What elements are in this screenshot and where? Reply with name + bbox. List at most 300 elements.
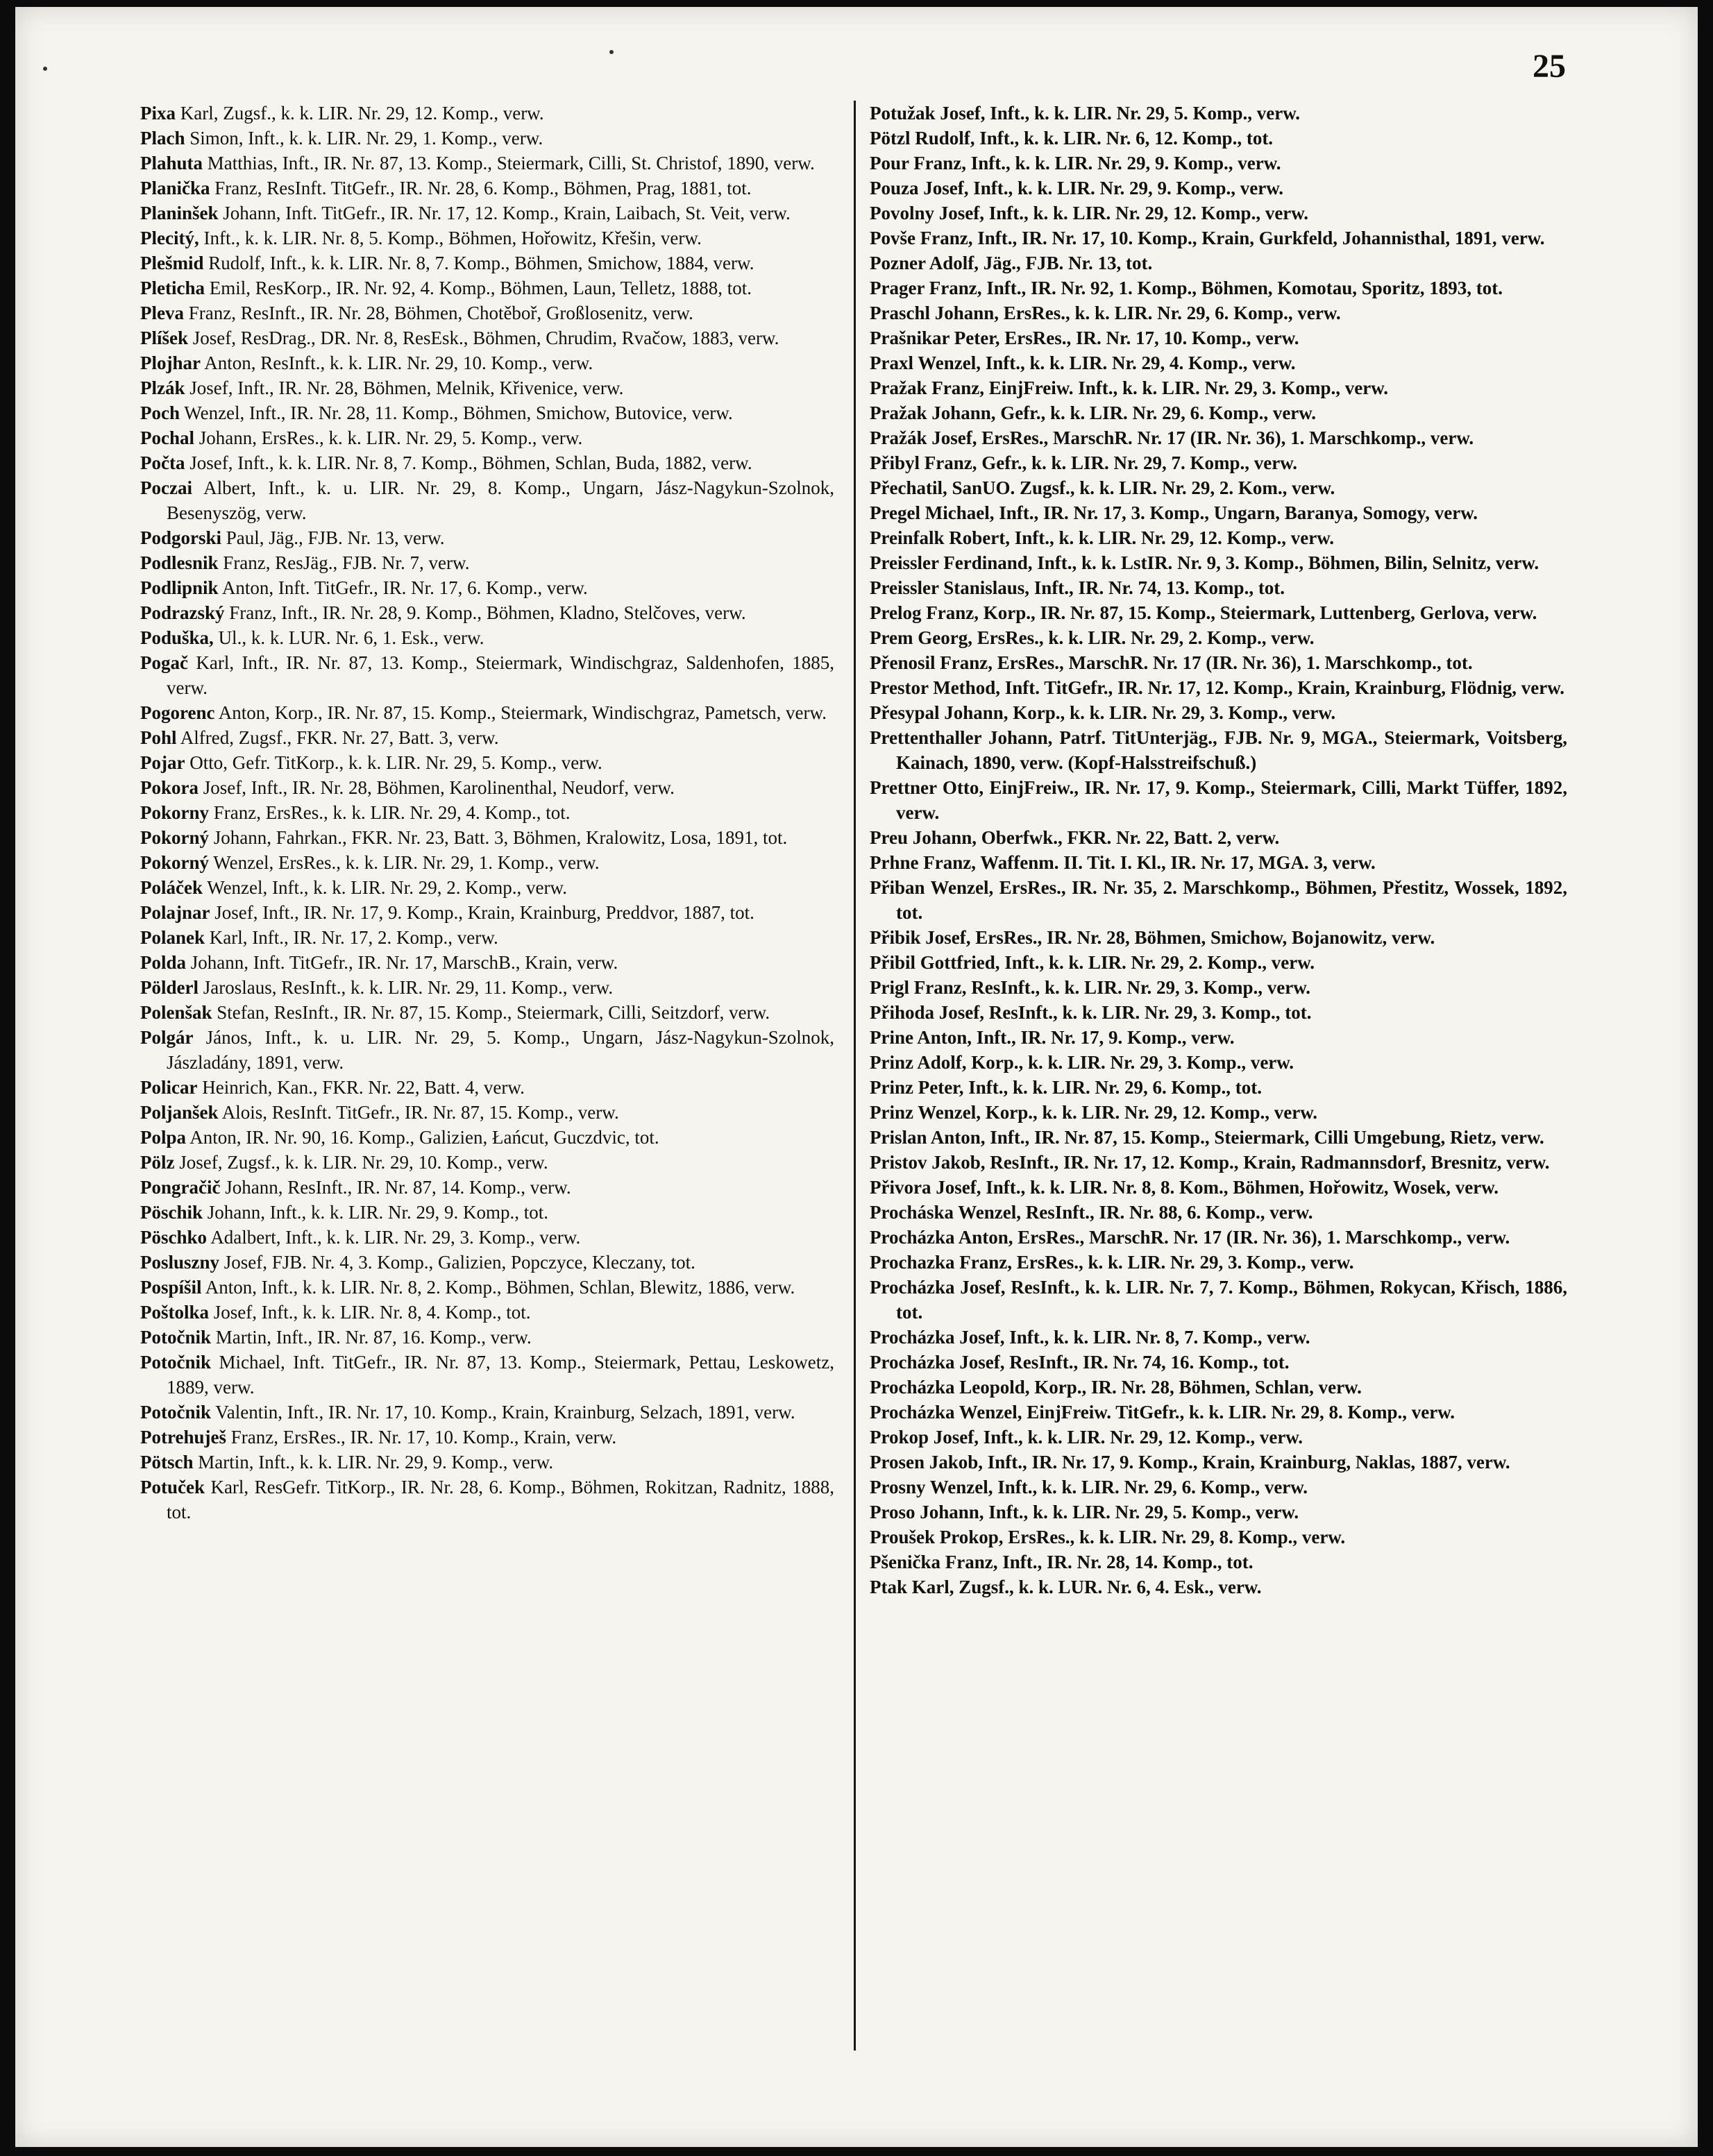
entry-details: Georg, ErsRes., k. k. LIR. Nr. 29, 2. Komp., verw. xyxy=(913,627,1315,648)
entry-surname: Poduška, xyxy=(140,627,214,648)
entry-surname: Pražák xyxy=(870,427,927,448)
entry-details: Franz, Inft., IR. Nr. 28, 9. Komp., Böhmen, Kladno, Stelčoves, verw. xyxy=(224,602,746,623)
entry-details: Ferdinand, Inft., k. k. LstIR. Nr. 9, 3. Komp., Böhmen, Bilin, Selnitz, verw. xyxy=(938,552,1539,573)
list-item xyxy=(870,325,1567,350)
list-item xyxy=(140,750,834,775)
entry-details: Anton, IR. Nr. 90, 16. Komp., Galizien, Łańcut, Guczdvic, tot. xyxy=(186,1127,659,1148)
list-item xyxy=(140,525,834,550)
entry-details: Franz, Gefr., k. k. LIR. Nr. 29, 7. Komp., verw. xyxy=(920,452,1297,473)
list-item xyxy=(140,850,834,875)
entry-surname: Preinfalk xyxy=(870,527,945,548)
entry-details: Ul., k. k. LUR. Nr. 6, 1. Esk., verw. xyxy=(213,627,484,648)
entry-details: Wenzel, Inft., k. k. LIR. Nr. 29, 6. Komp., verw. xyxy=(925,1477,1308,1497)
entry-surname: Prosen xyxy=(870,1452,925,1472)
entry-details: Franz, ResInft. TitGefr., IR. Nr. 28, 6. Komp., Böhmen, Prag, 1881, tot. xyxy=(210,178,752,198)
entry-details: Karl, Zugsf., k. k. LIR. Nr. 29, 12. Komp., verw. xyxy=(176,103,544,124)
entry-details: János, Inft., k. u. LIR. Nr. 29, 5. Komp., Ungarn, Jász-Nagykun-Szolnok, Jászladány, 1891, verw. xyxy=(167,1027,834,1073)
list-item xyxy=(870,375,1567,400)
entry-surname: Pokorny xyxy=(140,802,210,823)
list-item xyxy=(870,875,1567,925)
entry-details: Alois, ResInft. TitGefr., IR. Nr. 87, 15. Komp., verw. xyxy=(218,1102,619,1123)
entry-surname: Pražak xyxy=(870,402,927,423)
entry-details: Anton, Inft., k. k. LIR. Nr. 8, 2. Komp., Böhmen, Schlan, Blewitz, 1886, verw. xyxy=(201,1277,795,1298)
entry-surname: Polda xyxy=(140,952,187,973)
list-item xyxy=(140,101,834,126)
entry-surname: Pochal xyxy=(140,427,194,448)
entry-surname: Prestor xyxy=(870,677,929,698)
left-column xyxy=(140,101,834,1525)
entry-surname: Pixa xyxy=(140,103,176,124)
entry-details: Franz, ResInft., k. k. LIR. Nr. 29, 3. Komp., verw. xyxy=(909,977,1310,998)
entry-surname: Pour xyxy=(870,153,909,173)
entry-details: Johann, Inft., k. k. LIR. Nr. 29, 9. Komp., tot. xyxy=(203,1202,549,1223)
entry-details: Josef, Inft., k. k. LIR. Nr. 29, 5. Komp., verw. xyxy=(935,103,1301,124)
list-item xyxy=(870,1375,1567,1400)
entry-surname: Polenšak xyxy=(140,1002,212,1023)
page-number: 25 xyxy=(1533,48,1566,85)
entry-details: Josef, Zugsf., k. k. LIR. Nr. 29, 10. Komp., verw. xyxy=(174,1152,548,1173)
list-item xyxy=(140,775,834,800)
entry-details: Josef, Inft., k. k. LIR. Nr. 8, 4. Komp., tot. xyxy=(209,1302,531,1323)
entry-surname: Prettner xyxy=(870,777,937,798)
entry-surname: Přesypal xyxy=(870,702,940,723)
entry-surname: Prettenthaller xyxy=(870,727,981,748)
entry-surname: Pokorný xyxy=(140,827,210,848)
entry-surname: Polgár xyxy=(140,1027,194,1048)
entry-surname: Prhne xyxy=(870,852,919,873)
list-item xyxy=(140,925,834,950)
list-item xyxy=(870,525,1567,550)
entry-surname: Poláček xyxy=(140,877,203,898)
entry-surname: Plahuta xyxy=(140,153,203,173)
entry-details: Jakob, ResInft., IR. Nr. 17, 12. Komp., Krain, Radmannsdorf, Bresnitz, verw. xyxy=(927,1152,1550,1173)
entry-details: Emil, ResKorp., IR. Nr. 92, 4. Komp., Böhmen, Laun, Telletz, 1888, tot. xyxy=(204,278,752,298)
entry-details: Wenzel, ResInft., IR. Nr. 88, 6. Komp., verw. xyxy=(954,1202,1313,1223)
entry-details: Wenzel, ErsRes., k. k. LIR. Nr. 29, 1. Komp., verw. xyxy=(209,852,600,873)
entry-surname: Pojar xyxy=(140,752,185,773)
entry-surname: Pölz xyxy=(140,1152,175,1173)
entry-surname: Procházka xyxy=(870,1377,955,1398)
list-item xyxy=(870,1175,1567,1200)
entry-details: Josef, ResInft., k. k. LIR. Nr. 7, 7. Komp., Böhmen, Rokycan, Křisch, 1886, tot. xyxy=(896,1277,1567,1323)
list-item xyxy=(140,1400,834,1425)
list-item xyxy=(870,700,1567,725)
list-item xyxy=(870,151,1567,176)
list-item xyxy=(140,1325,834,1350)
entry-surname: Pšenička xyxy=(870,1552,941,1572)
entry-details: Josef, Inft., k. k. LIR. Nr. 29, 12. Komp., verw. xyxy=(929,1427,1303,1448)
entry-surname: Pokorný xyxy=(140,852,210,873)
entry-details: Wenzel, Inft., k. k. LIR. Nr. 29, 2. Komp., verw. xyxy=(202,877,567,898)
list-item xyxy=(140,900,834,925)
entry-details: Anton, Inft., IR. Nr. 17, 9. Komp., verw. xyxy=(913,1027,1235,1048)
entry-surname: Procházka xyxy=(870,1227,955,1248)
list-item xyxy=(870,825,1567,850)
entry-surname: Procházka xyxy=(870,1352,955,1373)
entry-details: Johann, Inft., k. k. LIR. Nr. 29, 5. Komp., verw. xyxy=(915,1502,1299,1522)
entry-details: Michael, Inft. TitGefr., IR. Nr. 87, 13. Komp., Steiermark, Pettau, Leskowetz, 1889, verw. xyxy=(167,1352,834,1398)
entry-surname: Prochazka xyxy=(870,1252,955,1273)
list-item xyxy=(140,1100,834,1125)
entry-details: Wenzel, Korp., k. k. LIR. Nr. 29, 12. Komp., verw. xyxy=(913,1102,1318,1123)
entry-details: Josef, ResDrag., DR. Nr. 8, ResEsk., Böhmen, Chrudim, Rvačow, 1883, verw. xyxy=(188,328,779,348)
list-item xyxy=(140,1150,834,1175)
ink-speck xyxy=(609,50,614,54)
entry-details: Paul, Jäg., FJB. Nr. 13, verw. xyxy=(221,527,445,548)
entry-surname: Plojhar xyxy=(140,353,201,373)
list-item xyxy=(140,475,834,525)
entry-surname: Přenosil xyxy=(870,652,936,673)
list-item xyxy=(140,1425,834,1450)
list-item xyxy=(870,1450,1567,1475)
list-item xyxy=(140,1125,834,1150)
entry-surname: Podgorski xyxy=(140,527,222,548)
entry-details: Johann, ResInft., IR. Nr. 87, 14. Komp., verw. xyxy=(220,1177,571,1198)
list-item xyxy=(140,375,834,400)
entry-details: Wenzel, Inft., IR. Nr. 28, 11. Komp., Böhmen, Smichow, Butovice, verw. xyxy=(180,402,733,423)
entry-details: Franz, Inft., IR. Nr. 92, 1. Komp., Böhmen, Komotau, Sporitz, 1893, tot. xyxy=(924,278,1503,298)
entry-surname: Podlipnik xyxy=(140,577,219,598)
list-item xyxy=(140,251,834,275)
entry-details: Michael, Inft., IR. Nr. 17, 3. Komp., Ungarn, Baranya, Somogy, verw. xyxy=(920,502,1478,523)
entry-surname: Prinz xyxy=(870,1102,913,1123)
list-item xyxy=(870,251,1567,275)
list-item xyxy=(870,475,1567,500)
entry-details: Karl, Inft., IR. Nr. 87, 13. Komp., Steiermark, Windischgraz, Saldenhofen, 1885, verw. xyxy=(167,652,834,698)
list-item xyxy=(140,1025,834,1075)
list-item xyxy=(140,1475,834,1525)
list-item xyxy=(870,226,1567,251)
entry-details: Rudolf, Inft., k. k. LIR. Nr. 8, 7. Komp., Böhmen, Smichow, 1884, verw. xyxy=(203,253,754,273)
entry-surname: Podlesnik xyxy=(140,552,219,573)
entry-details: Franz, ErsRes., k. k. LIR. Nr. 29, 3. Komp., verw. xyxy=(954,1252,1354,1273)
right-column xyxy=(854,101,1567,2051)
list-item xyxy=(140,425,834,450)
list-item xyxy=(140,1075,834,1100)
entry-details: Anton, ErsRes., MarschR. Nr. 17 (IR. Nr. 36), 1. Marschkomp., verw. xyxy=(954,1227,1510,1248)
list-item xyxy=(870,1475,1567,1500)
list-item xyxy=(870,1500,1567,1525)
entry-surname: Poštolka xyxy=(140,1302,210,1323)
list-item xyxy=(870,450,1567,475)
list-item xyxy=(870,1400,1567,1425)
list-item xyxy=(870,1550,1567,1574)
list-item xyxy=(140,1200,834,1225)
entry-surname: Prosny xyxy=(870,1477,926,1497)
entry-surname: Polpa xyxy=(140,1127,187,1148)
entry-details: Josef, Inft., k. k. LIR. Nr. 8, 7. Komp., Böhmen, Schlan, Buda, 1882, verw. xyxy=(185,452,752,473)
list-item xyxy=(870,575,1567,600)
entry-surname: Přivora xyxy=(870,1177,931,1198)
list-item xyxy=(140,126,834,151)
entry-details: Josef, Inft., IR. Nr. 28, Böhmen, Karolinenthal, Neudorf, verw. xyxy=(199,777,675,798)
list-item xyxy=(870,1025,1567,1050)
entry-details: Josef, Inft., k. k. LIR. Nr. 29, 9. Komp., verw. xyxy=(918,178,1284,198)
entry-surname: Ptak xyxy=(870,1577,907,1597)
list-item xyxy=(140,1350,834,1400)
list-item xyxy=(140,600,834,625)
list-item xyxy=(140,950,834,975)
entry-surname: Pleticha xyxy=(140,278,205,298)
entry-details: Peter, Inft., k. k. LIR. Nr. 29, 6. Komp., tot. xyxy=(913,1077,1262,1098)
entry-surname: Procházka xyxy=(870,1277,955,1298)
list-item xyxy=(870,775,1567,825)
entry-surname: Polajnar xyxy=(140,902,210,923)
list-item xyxy=(870,1574,1567,1599)
entry-surname: Prine xyxy=(870,1027,913,1048)
entry-details: Peter, ErsRes., IR. Nr. 17, 10. Komp., verw. xyxy=(950,328,1299,348)
entry-details: Anton, Korp., IR. Nr. 87, 15. Komp., Steiermark, Windischgraz, Pametsch, verw. xyxy=(214,702,827,723)
list-item xyxy=(870,925,1567,950)
list-item xyxy=(140,725,834,750)
list-item xyxy=(140,350,834,375)
list-item xyxy=(870,850,1567,875)
entry-details: Otto, Gefr. TitKorp., k. k. LIR. Nr. 29, 5. Komp., verw. xyxy=(185,752,602,773)
list-item xyxy=(140,201,834,226)
entry-surname: Povše xyxy=(870,228,915,248)
entry-surname: Pongračič xyxy=(140,1177,221,1198)
list-item xyxy=(140,1250,834,1275)
entry-details: Wenzel, Inft., k. k. LIR. Nr. 29, 4. Komp., verw. xyxy=(913,353,1296,373)
entry-details: Wenzel, ErsRes., IR. Nr. 35, 2. Marschkomp., Böhmen, Přestitz, Wossek, 1892, tot. xyxy=(896,877,1567,923)
entry-details: Anton, Inft., IR. Nr. 87, 15. Komp., Steiermark, Cilli Umgebung, Rietz, verw. xyxy=(927,1127,1544,1148)
list-item xyxy=(870,675,1567,700)
entry-surname: Prigl xyxy=(870,977,909,998)
list-item xyxy=(140,1000,834,1025)
document-page xyxy=(15,7,1698,2147)
entry-surname: Prem xyxy=(870,627,913,648)
entry-details: Josef, Inft., k. k. LIR. Nr. 29, 12. Komp., verw. xyxy=(934,203,1309,223)
entry-surname: Potočnik xyxy=(140,1402,212,1423)
list-item xyxy=(140,550,834,575)
list-item xyxy=(870,1525,1567,1550)
entry-details: Josef, Inft., IR. Nr. 28, Böhmen, Melnik, Křivenice, verw. xyxy=(185,377,624,398)
list-item xyxy=(140,875,834,900)
entry-surname: Pospíšil xyxy=(140,1277,202,1298)
list-item xyxy=(140,825,834,850)
list-item xyxy=(870,300,1567,325)
list-item xyxy=(870,1275,1567,1325)
list-item xyxy=(140,1225,834,1250)
list-item xyxy=(870,625,1567,650)
list-item xyxy=(140,800,834,825)
list-item xyxy=(140,1300,834,1325)
entry-surname: Pristov xyxy=(870,1152,927,1173)
entry-details: Franz, ResJäg., FJB. Nr. 7, verw. xyxy=(218,552,470,573)
entry-surname: Planinšek xyxy=(140,203,219,223)
entry-surname: Přiban xyxy=(870,877,925,898)
list-item xyxy=(140,1275,834,1300)
entry-details: Simon, Inft., k. k. LIR. Nr. 29, 1. Komp., verw. xyxy=(185,128,543,148)
entry-surname: Preissler xyxy=(870,577,939,598)
entry-details: Johann, Inft. TitGefr., IR. Nr. 17, MarschB., Krain, verw. xyxy=(186,952,618,973)
entry-surname: Potočnik xyxy=(140,1327,212,1348)
list-item xyxy=(140,975,834,1000)
entry-surname: Plecitý, xyxy=(140,228,199,248)
entry-surname: Plzák xyxy=(140,377,185,398)
entry-details: Johann, Fahrkan., FKR. Nr. 23, Batt. 3, Böhmen, Kralowitz, Losa, 1891, tot. xyxy=(209,827,788,848)
entry-details: Adolf, Jäg., FJB. Nr. 13, tot. xyxy=(925,253,1153,273)
list-item xyxy=(870,600,1567,625)
list-item xyxy=(870,400,1567,425)
entry-surname: Potrehuješ xyxy=(140,1427,226,1448)
list-item xyxy=(140,1175,834,1200)
entry-surname: Praschl xyxy=(870,303,930,323)
entry-surname: Pleva xyxy=(140,303,184,323)
list-item xyxy=(140,325,834,350)
entry-surname: Prislan xyxy=(870,1127,927,1148)
entry-surname: Poch xyxy=(140,402,180,423)
entry-surname: Potuček xyxy=(140,1477,205,1497)
entry-details: Josef, Inft., k. k. LIR. Nr. 8, 7. Komp., verw. xyxy=(954,1327,1310,1348)
entry-surname: Plach xyxy=(140,128,185,148)
list-item xyxy=(140,400,834,425)
entry-details: Adalbert, Inft., k. k. LIR. Nr. 29, 3. Komp., verw. xyxy=(207,1227,581,1248)
entry-surname: Počta xyxy=(140,452,185,473)
entry-details: Heinrich, Kan., FKR. Nr. 22, Batt. 4, verw. xyxy=(197,1077,525,1098)
entry-details: Alfred, Zugsf., FKR. Nr. 27, Batt. 3, verw. xyxy=(176,727,499,748)
entry-details: Anton, ResInft., k. k. LIR. Nr. 29, 10. Komp., verw. xyxy=(201,353,593,373)
entry-details: Karl, Zugsf., k. k. LUR. Nr. 6, 4. Esk., verw. xyxy=(907,1577,1262,1597)
entry-surname: Prelog xyxy=(870,602,922,623)
entry-surname: Přibyl xyxy=(870,452,920,473)
entry-details: Karl, Inft., IR. Nr. 17, 2. Komp., verw. xyxy=(205,927,498,948)
entry-details: Valentin, Inft., IR. Nr. 17, 10. Komp., Krain, Krainburg, Selzach, 1891, verw. xyxy=(211,1402,795,1423)
entry-details: Johann, Korp., k. k. LIR. Nr. 29, 3. Komp., verw. xyxy=(939,702,1336,723)
entry-details: Stanislaus, Inft., IR. Nr. 74, 13. Komp., tot. xyxy=(938,577,1285,598)
entry-surname: Procházka xyxy=(870,1327,955,1348)
list-item xyxy=(140,300,834,325)
entry-surname: Procházka xyxy=(870,1402,955,1423)
entry-surname: Pozner xyxy=(870,253,926,273)
entry-surname: Pöschko xyxy=(140,1227,208,1248)
entry-details: Gottfried, Inft., k. k. LIR. Nr. 29, 2. Komp., verw. xyxy=(915,952,1315,973)
entry-surname: Přibil xyxy=(870,952,915,973)
entry-surname: Prager xyxy=(870,278,925,298)
list-item xyxy=(870,1150,1567,1175)
entry-surname: Prinz xyxy=(870,1052,913,1073)
entry-details: Johann, ErsRes., k. k. LIR. Nr. 29, 5. Komp., verw. xyxy=(194,427,583,448)
entry-details: Franz, Korp., IR. Nr. 87, 15. Komp., Steiermark, Luttenberg, Gerlova, verw. xyxy=(921,602,1537,623)
entry-surname: Plešmid xyxy=(140,253,204,273)
entry-details: Josef, ResInft., k. k. LIR. Nr. 29, 3. Komp., tot. xyxy=(934,1002,1312,1023)
entry-details: Martin, Inft., IR. Nr. 87, 16. Komp., verw. xyxy=(211,1327,532,1348)
entry-details: Franz, Waffenm. II. Tit. I. Kl., IR. Nr. 17, MGA. 3, verw. xyxy=(918,852,1376,873)
entry-details: Method, Inft. TitGefr., IR. Nr. 17, 12. Komp., Krain, Krainburg, Flödnig, verw. xyxy=(928,677,1565,698)
entry-details: Josef, ResInft., IR. Nr. 74, 16. Komp., tot. xyxy=(954,1352,1290,1373)
entry-surname: Polanek xyxy=(140,927,205,948)
entry-surname: Pouza xyxy=(870,178,919,198)
entry-details: Leopold, Korp., IR. Nr. 28, Böhmen, Schlan, verw. xyxy=(954,1377,1362,1398)
entry-surname: Podrazský xyxy=(140,602,225,623)
list-item xyxy=(870,1325,1567,1350)
list-item xyxy=(870,350,1567,375)
entry-surname: Plíšek xyxy=(140,328,189,348)
entry-surname: Poczai xyxy=(140,477,192,498)
entry-details: Josef, Inft., k. k. LIR. Nr. 8, 8. Kom., Böhmen, Hořowitz, Wosek, verw. xyxy=(931,1177,1499,1198)
entry-surname: Prinz xyxy=(870,1077,913,1098)
entry-details: Franz, Inft., k. k. LIR. Nr. 29, 9. Komp., verw. xyxy=(909,153,1281,173)
entry-surname: Prokop xyxy=(870,1427,929,1448)
list-item xyxy=(870,1100,1567,1125)
entry-details: Johann, Oberfwk., FKR. Nr. 22, Batt. 2, verw. xyxy=(908,827,1280,848)
entry-surname: Pogač xyxy=(140,652,188,673)
entry-details: Karl, ResGefr. TitKorp., IR. Nr. 28, 6. Komp., Böhmen, Rokitzan, Radnitz, 1888, tot. xyxy=(167,1477,834,1522)
entry-details: Adolf, Korp., k. k. LIR. Nr. 29, 3. Komp., verw. xyxy=(913,1052,1294,1073)
entry-surname: Poljanšek xyxy=(140,1102,219,1123)
entry-surname: Praxl xyxy=(870,353,913,373)
entry-details: Franz, Inft., IR. Nr. 17, 10. Komp., Krain, Gurkfeld, Johannisthal, 1891, verw. xyxy=(915,228,1545,248)
entry-surname: Preissler xyxy=(870,552,939,573)
entry-details: Johann, Patrf. TitUnterjäg., FJB. Nr. 9, MGA., Steiermark, Voitsberg, Kainach, 1890, verw. (Kopf-Halsstreifschuß.) xyxy=(896,727,1567,773)
entry-details: Johann, Gefr., k. k. LIR. Nr. 29, 6. Komp., verw. xyxy=(927,402,1317,423)
list-item xyxy=(140,1450,834,1475)
list-item xyxy=(140,275,834,300)
list-item xyxy=(870,126,1567,151)
entry-details: Albert, Inft., k. u. LIR. Nr. 29, 8. Komp., Ungarn, Jász-Nagykun-Szolnok, Besenyszög, verw. xyxy=(167,477,834,523)
list-item xyxy=(870,176,1567,201)
entry-details: Wenzel, EinjFreiw. TitGefr., k. k. LIR. Nr. 29, 8. Komp., verw. xyxy=(954,1402,1455,1423)
list-item xyxy=(870,101,1567,126)
entry-surname: Prašnikar xyxy=(870,328,950,348)
list-item xyxy=(870,425,1567,450)
entry-surname: Planička xyxy=(140,178,210,198)
list-item xyxy=(870,1075,1567,1100)
list-item xyxy=(140,226,834,251)
list-item xyxy=(140,700,834,725)
list-item xyxy=(870,201,1567,226)
entry-details: Martin, Inft., k. k. LIR. Nr. 29, 9. Komp., verw. xyxy=(193,1452,554,1472)
list-item xyxy=(870,1000,1567,1025)
list-item xyxy=(870,1425,1567,1450)
list-item xyxy=(870,975,1567,1000)
list-item xyxy=(870,1250,1567,1275)
list-item xyxy=(870,650,1567,675)
list-item xyxy=(870,1200,1567,1225)
entry-surname: Proušek xyxy=(870,1527,936,1547)
entry-surname: Preu xyxy=(870,827,908,848)
entry-details: Anton, Inft. TitGefr., IR. Nr. 17, 6. Komp., verw. xyxy=(218,577,588,598)
list-item xyxy=(870,950,1567,975)
entry-details: Otto, EinjFreiw., IR. Nr. 17, 9. Komp., Steiermark, Cilli, Markt Tüffer, 1892, verw. xyxy=(896,777,1567,823)
entry-details: Franz, EinjFreiw. Inft., k. k. LIR. Nr. 29, 3. Komp., verw. xyxy=(927,377,1389,398)
entry-surname: Potočnik xyxy=(140,1352,212,1373)
entry-surname: Pražak xyxy=(870,377,927,398)
entry-surname: Pötzl xyxy=(870,128,911,148)
entry-details: Josef, ErsRes., MarschR. Nr. 17 (IR. Nr. 36), 1. Marschkomp., verw. xyxy=(927,427,1474,448)
entry-surname: Pölderl xyxy=(140,977,199,998)
ink-speck xyxy=(43,67,47,71)
entry-surname: Pöschik xyxy=(140,1202,203,1223)
entry-surname: Pötsch xyxy=(140,1452,194,1472)
entry-details: Matthias, Inft., IR. Nr. 87, 13. Komp., Steiermark, Cilli, St. Christof, 1890, verw. xyxy=(203,153,815,173)
entry-details: Stefan, ResInft., IR. Nr. 87, 15. Komp., Steiermark, Cilli, Seitzdorf, verw. xyxy=(212,1002,770,1023)
list-item xyxy=(870,275,1567,300)
entry-details: Prokop, ErsRes., k. k. LIR. Nr. 29, 8. Komp., verw. xyxy=(935,1527,1346,1547)
list-item xyxy=(140,575,834,600)
entry-details: Franz, Inft., IR. Nr. 28, 14. Komp., tot. xyxy=(940,1552,1254,1572)
list-item xyxy=(870,1350,1567,1375)
entry-details: Rudolf, Inft., k. k. LIR. Nr. 6, 12. Komp., tot. xyxy=(910,128,1274,148)
entry-details: Inft., k. k. LIR. Nr. 8, 5. Komp., Böhmen, Hořowitz, Křešin, verw. xyxy=(199,228,702,248)
entry-surname: Pregel xyxy=(870,502,920,523)
entry-surname: Potužak xyxy=(870,103,936,124)
entry-surname: Přibik xyxy=(870,927,921,948)
entry-surname: Policar xyxy=(140,1077,198,1098)
entry-surname: Povolny xyxy=(870,203,935,223)
entry-details: Franz, ResInft., IR. Nr. 28, Böhmen, Chotěboř, Großlosenitz, verw. xyxy=(183,303,693,323)
entry-surname: Pogorenc xyxy=(140,702,215,723)
